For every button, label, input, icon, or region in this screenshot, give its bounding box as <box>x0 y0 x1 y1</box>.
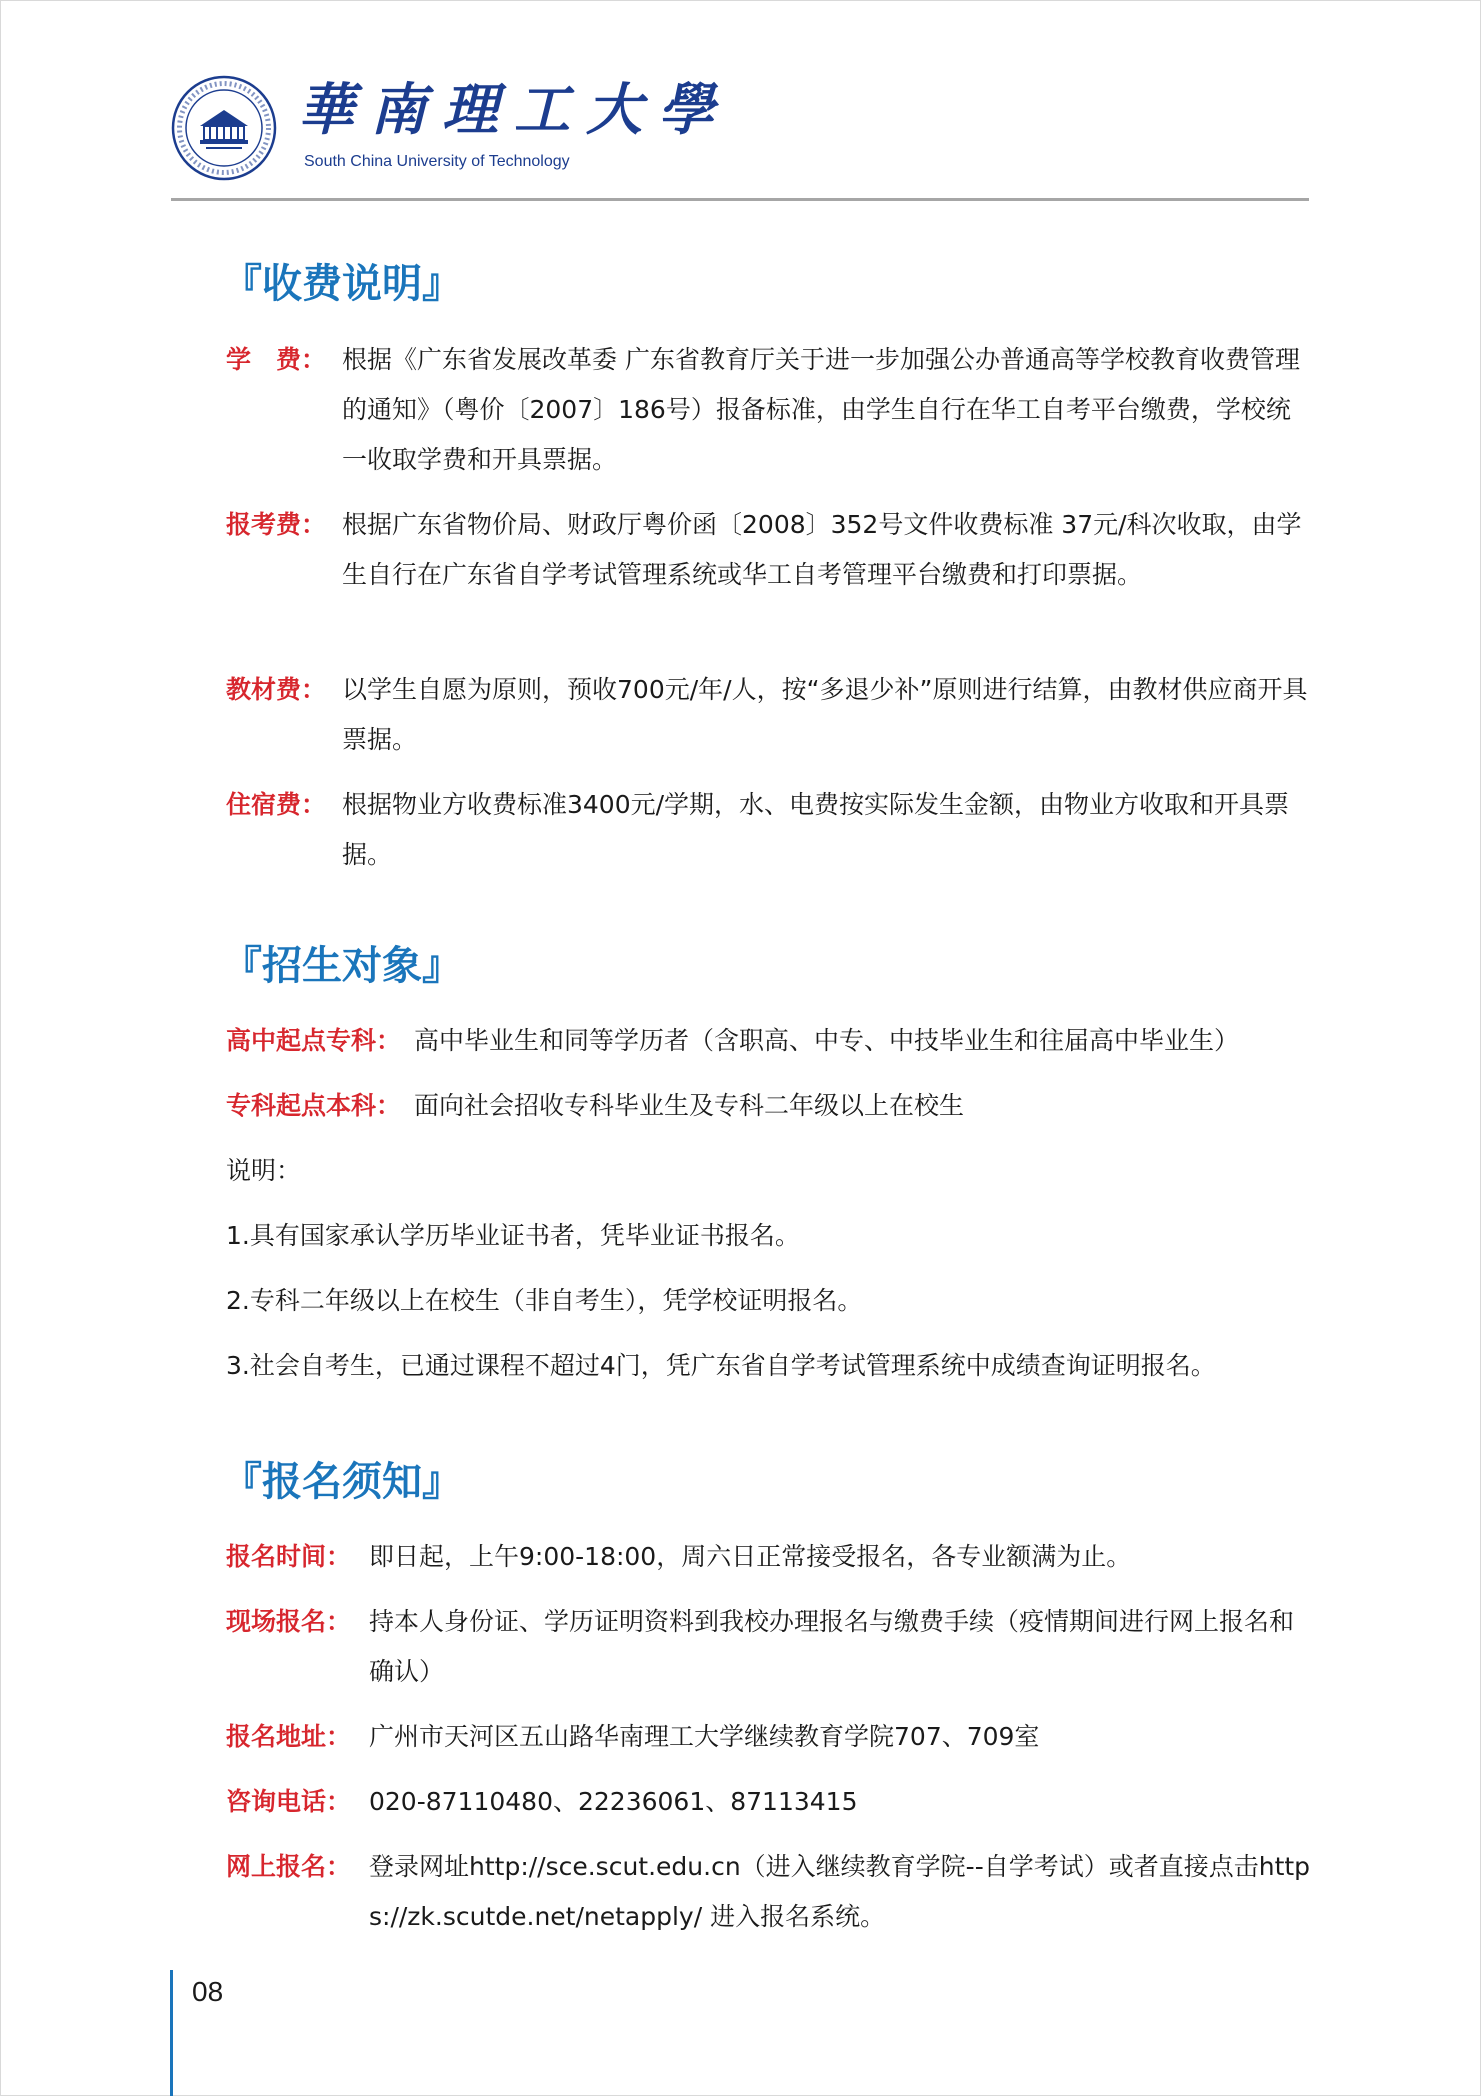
reg-item-address <box>226 1712 1316 1762</box>
university-seal-icon <box>170 74 278 182</box>
reg-item-onsite <box>226 1597 1316 1697</box>
reg-label: 报名地址： <box>226 1722 352 1751</box>
reg-item-phone <box>226 1777 1316 1827</box>
enroll-item-senior <box>226 1081 1316 1131</box>
note-item: 2.专科二年级以上在校生（非自考生），凭学校证明报名。 <box>226 1286 863 1315</box>
reg-item-time <box>226 1532 1316 1582</box>
header <box>170 74 1310 184</box>
enroll-item-junior <box>226 1016 1316 1066</box>
fee-item-exam <box>226 500 1316 650</box>
reg-item-online <box>226 1842 1316 1942</box>
reg-text: 广州市天河区五山路华南理工大学继续教育学院707、709室 <box>369 1722 1040 1751</box>
section-title-enrollment: 『招生对象』 <box>222 944 462 988</box>
reg-text: 持本人身份证、学历证明资料到我校办理报名与缴费手续（疫情期间进行网上报名和确认） <box>369 1607 1295 1686</box>
fee-text: 以学生自愿为原则，预收700元/年/人，按“多退少补”原则进行结算，由教材供应商开具票据。 <box>342 675 1308 754</box>
enroll-text: 面向社会招收专科毕业生及专科二年级以上在校生 <box>414 1091 965 1120</box>
fee-text: 根据《广东省发展改革委 广东省教育厅关于进一步加强公办普通高等学校教育收费管理的通知》（粤价〔2007〕186号）报备标准，由学生自行在华工自考平台缴费，学校统一收取学费和开具票据。 <box>342 345 1300 474</box>
fee-item-tuition <box>226 335 1316 485</box>
reg-label: 报名时间： <box>226 1542 352 1571</box>
fee-text: 根据物业方收费标准3400元/学期，水、电费按实际发生金额，由物业方收取和开具票据。 <box>342 790 1290 869</box>
note-item: 3.社会自考生，已通过课程不超过4门，凭广东省自学考试管理系统中成绩查询证明报名。 <box>226 1351 1216 1380</box>
university-name-cn: 華南理工大學 <box>298 77 730 143</box>
university-name-en: South China University of Technology <box>304 153 570 170</box>
section-title-registration: 『报名须知』 <box>222 1460 462 1504</box>
reg-label: 网上报名： <box>226 1852 352 1881</box>
enroll-text: 高中毕业生和同等学历者（含职高、中专、中技毕业生和往届高中毕业生） <box>414 1026 1240 1055</box>
note-item: 1.具有国家承认学历毕业证书者，凭毕业证书报名。 <box>226 1221 800 1250</box>
reg-text: 即日起，上午9:00-18:00，周六日正常接受报名，各专业额满为止。 <box>369 1542 1132 1571</box>
fee-item-accommodation <box>226 780 1316 880</box>
fee-label: 住宿费： <box>226 790 327 819</box>
section-title-fees: 『收费说明』 <box>222 262 462 306</box>
header-divider <box>171 198 1309 201</box>
enroll-label: 专科起点本科： <box>226 1091 402 1120</box>
fee-label: 学 费： <box>226 345 327 374</box>
page-number: 08 <box>192 1976 224 2007</box>
note-title: 说明： <box>226 1156 302 1185</box>
reg-text: 登录网址http://sce.scut.edu.cn（进入继续教育学院--自学考试）或者直接点击https://zk.scutde.net/netapply/ 进入报名系统。 <box>369 1852 1311 1931</box>
fee-label: 报考费： <box>226 510 327 539</box>
reg-label: 现场报名： <box>226 1607 352 1636</box>
footer-accent-bar <box>170 1970 173 2096</box>
fee-item-textbook <box>226 665 1316 765</box>
fee-text: 根据广东省物价局、财政厅粤价函〔2008〕352号文件收费标准 37元/科次收取，由学生自行在广东省自学考试管理系统或华工自考管理平台缴费和打印票据。 <box>342 510 1302 589</box>
fee-label: 教材费： <box>226 675 327 704</box>
reg-label: 咨询电话： <box>226 1787 352 1816</box>
reg-text: 020-87110480、22236061、87113415 <box>369 1787 858 1816</box>
enroll-label: 高中起点专科： <box>226 1026 402 1055</box>
